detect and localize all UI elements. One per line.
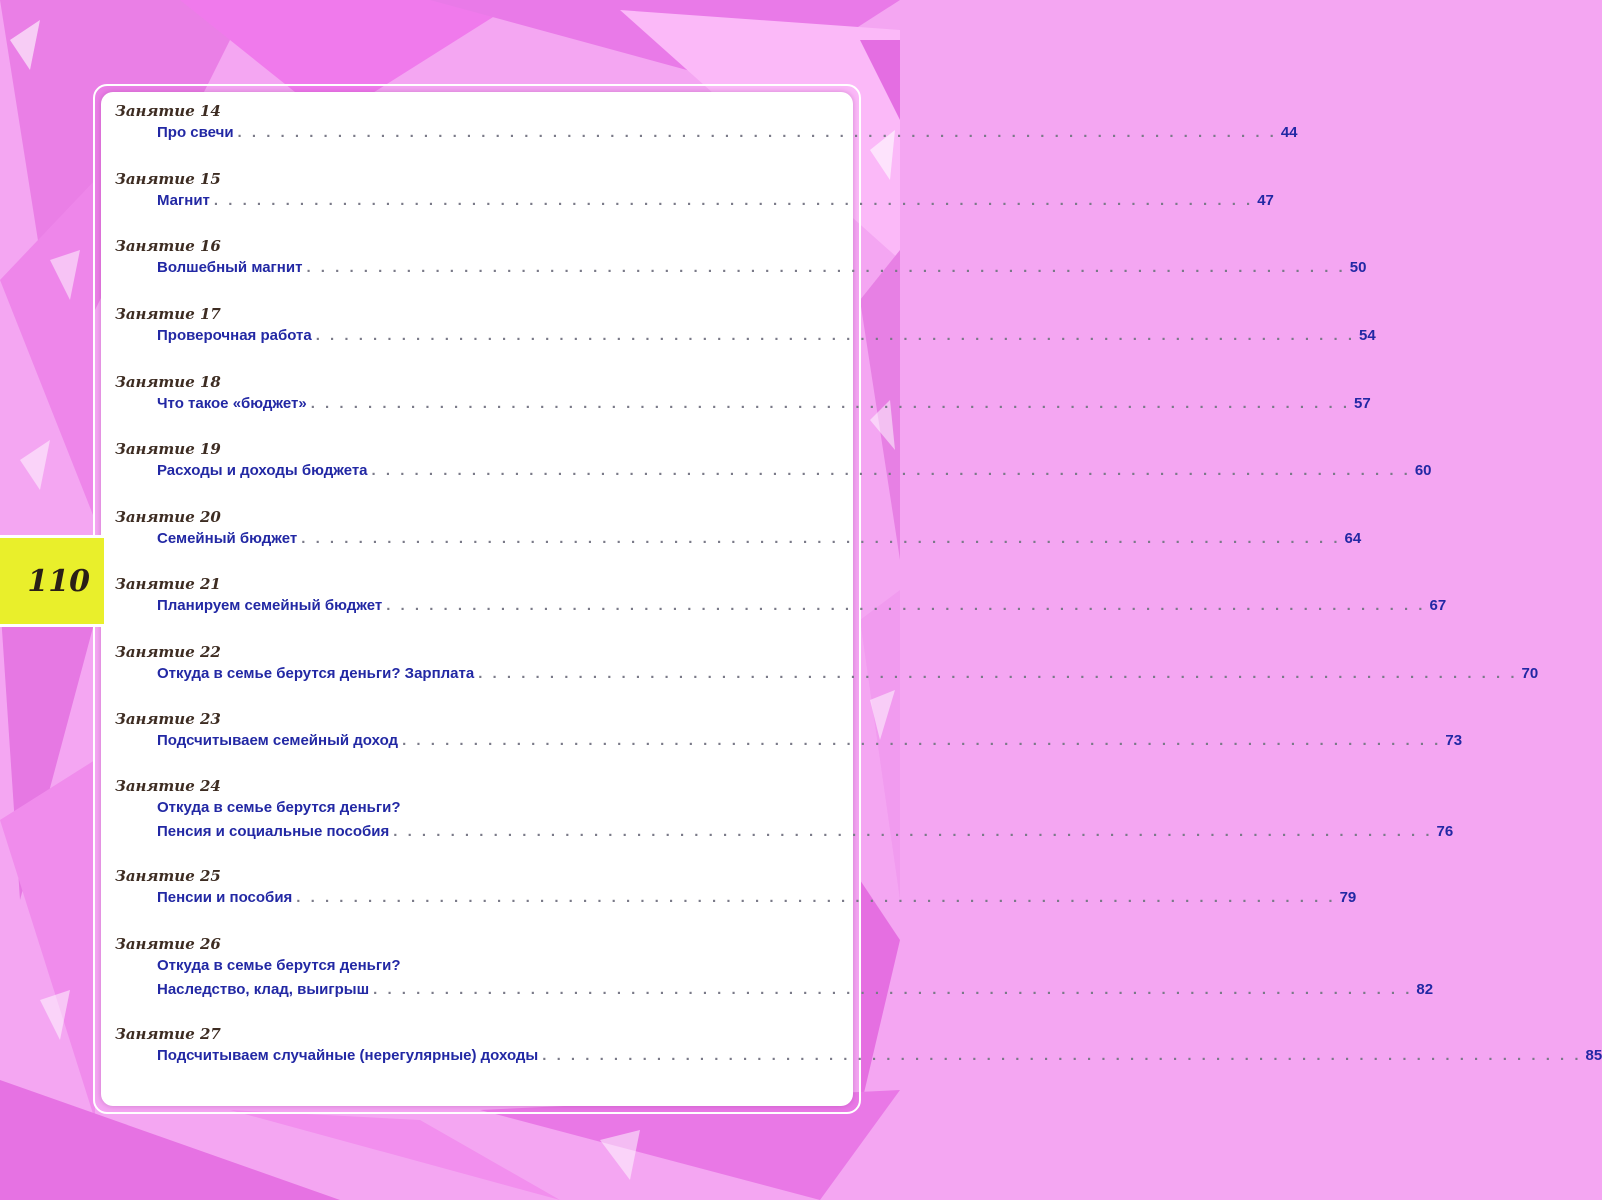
- dot-leader: . . . . . . . . . . . . . . . . . . . . . . . . . . . . . . . . . . . . . . . . . . . . . . . . . . . . . . . . . . . . . . . . . . . . . . . . .: [386, 597, 1426, 614]
- page-number: 110: [27, 563, 90, 599]
- lesson-label: Занятие 25: [115, 867, 221, 885]
- toc-entry: [115, 574, 1447, 618]
- lesson-label: Занятие 18: [115, 373, 221, 391]
- lesson-label: Занятие 26: [115, 935, 221, 953]
- toc-row[interactable]: [157, 324, 1376, 348]
- entry-page: 85: [1585, 1047, 1602, 1064]
- entry-page: 64: [1344, 530, 1362, 547]
- toc-entry: [115, 439, 1432, 483]
- entry-title: Волшебный магнит: [157, 259, 303, 276]
- entry-page: 70: [1521, 665, 1539, 682]
- dot-leader: . . . . . . . . . . . . . . . . . . . . . . . . . . . . . . . . . . . . . . . . . . . . . . . . . . . . . . . . . . . . . . . . . . . . . . . . .: [542, 1047, 1582, 1064]
- entry-page: 73: [1445, 732, 1463, 749]
- toc-row[interactable]: [157, 459, 1432, 483]
- dot-leader: . . . . . . . . . . . . . . . . . . . . . . . . . . . . . . . . . . . . . . . . . . . . . . . . . . . . . . . . . . . . . . . . . . . . . . . . .: [237, 124, 1277, 141]
- dot-leader: . . . . . . . . . . . . . . . . . . . . . . . . . . . . . . . . . . . . . . . . . . . . . . . . . . . . . . . . . . . . . . . . . . . . . . . . .: [296, 889, 1336, 906]
- toc-row[interactable]: [157, 189, 1274, 213]
- lesson-label: Занятие 17: [115, 305, 221, 323]
- lesson-label: Занятие 24: [115, 777, 221, 795]
- entry-page: 54: [1359, 327, 1376, 344]
- dot-leader: . . . . . . . . . . . . . . . . . . . . . . . . . . . . . . . . . . . . . . . . . . . . . . . . . . . . . . . . . . . . . . . . . . . . . . . . .: [213, 192, 1254, 209]
- dot-leader: . . . . . . . . . . . . . . . . . . . . . . . . . . . . . . . . . . . . . . . . . . . . . . . . . . . . . . . . . . . . . . . . . . . . . . . . .: [301, 530, 1341, 547]
- toc-entry: [115, 709, 1463, 753]
- entry-title-line1: Откуда в семье берутся деньги?: [157, 957, 401, 974]
- dot-leader: . . . . . . . . . . . . . . . . . . . . . . . . . . . . . . . . . . . . . . . . . . . . . . . . . . . . . . . . . . . . . . . . . . . . . . . . .: [478, 665, 1518, 682]
- toc-entry: [115, 169, 1274, 213]
- lesson-label: Занятие 20: [115, 508, 221, 526]
- entry-page: 82: [1416, 981, 1434, 998]
- dot-leader: . . . . . . . . . . . . . . . . . . . . . . . . . . . . . . . . . . . . . . . . . . . . . . . . . . . . . . . . . . . . . . . . . . . . . . . . .: [315, 327, 1355, 344]
- entry-title: Что такое «бюджет»: [157, 395, 307, 412]
- entry-page: 60: [1414, 462, 1432, 479]
- entry-title: Подсчитываем семейный доход: [157, 732, 399, 749]
- toc-entry: [115, 101, 1298, 145]
- lesson-label: Занятие 19: [115, 440, 221, 458]
- entry-title: Планируем семейный бюджет: [157, 597, 383, 614]
- dot-leader: . . . . . . . . . . . . . . . . . . . . . . . . . . . . . . . . . . . . . . . . . . . . . . . . . . . . . . . . . . . . . . . . . . . . . . . . .: [306, 259, 1346, 276]
- lesson-label: Занятие 21: [115, 575, 221, 593]
- lesson-label: Занятие 27: [115, 1025, 221, 1043]
- lesson-label: Занятие 14: [115, 102, 221, 120]
- entry-title: Расходы и доходы бюджета: [157, 462, 368, 479]
- entry-title: Пенсия и социальные пособия: [157, 823, 390, 840]
- toc-row[interactable]: [157, 1044, 1602, 1068]
- toc-row[interactable]: [157, 978, 1434, 1002]
- entry-title: Семейный бюджет: [157, 530, 298, 547]
- toc-row[interactable]: [157, 594, 1447, 618]
- dot-leader: . . . . . . . . . . . . . . . . . . . . . . . . . . . . . . . . . . . . . . . . . . . . . . . . . . . . . . . . . . . . . . . . . . . . . . . . .: [371, 462, 1411, 479]
- toc-row[interactable]: [157, 729, 1463, 753]
- entry-title: Пенсии и пособия: [157, 889, 293, 906]
- toc-entry: [115, 1024, 1602, 1068]
- dot-leader: . . . . . . . . . . . . . . . . . . . . . . . . . . . . . . . . . . . . . . . . . . . . . . . . . . . . . . . . . . . . . . . . . . . . . . . . .: [393, 823, 1433, 840]
- toc-row[interactable]: [157, 662, 1539, 686]
- entry-title: Откуда в семье берутся деньги? Зарплата: [157, 665, 475, 682]
- lesson-label: Занятие 22: [115, 643, 221, 661]
- entry-title: Наследство, клад, выигрыш: [157, 981, 370, 998]
- lesson-label: Занятие 15: [115, 170, 221, 188]
- entry-title: Про свечи: [157, 124, 234, 141]
- lesson-label: Занятие 16: [115, 237, 221, 255]
- entry-page: 57: [1354, 395, 1371, 412]
- toc-entry: [115, 304, 1376, 348]
- lesson-label: Занятие 23: [115, 710, 221, 728]
- toc-row[interactable]: [157, 121, 1298, 145]
- toc-entry: [115, 236, 1367, 280]
- toc-row[interactable]: [157, 886, 1357, 910]
- entry-title-line1: Откуда в семье берутся деньги?: [157, 799, 401, 816]
- toc-entry: [115, 642, 1539, 686]
- toc-row[interactable]: [157, 527, 1362, 551]
- toc-entry: [115, 934, 1434, 1002]
- entry-title: Подсчитываем случайные (нерегулярные) доходы: [157, 1047, 539, 1064]
- page-number-tab: [0, 535, 104, 627]
- toc-row[interactable]: [157, 820, 1454, 844]
- entry-title: Магнит: [157, 192, 210, 209]
- entry-page: 79: [1339, 889, 1357, 906]
- toc-entry: [115, 776, 1454, 844]
- entry-title: Проверочная работа: [157, 327, 312, 344]
- toc-row[interactable]: [157, 392, 1371, 416]
- entry-page: 47: [1257, 192, 1274, 209]
- entry-page: 76: [1436, 823, 1454, 840]
- toc-entry: [115, 372, 1371, 416]
- entry-page: 50: [1349, 259, 1367, 276]
- dot-leader: . . . . . . . . . . . . . . . . . . . . . . . . . . . . . . . . . . . . . . . . . . . . . . . . . . . . . . . . . . . . . . . . . . . . . . . . .: [373, 981, 1413, 998]
- toc-entry: [115, 866, 1357, 910]
- entry-page: 67: [1429, 597, 1447, 614]
- toc-entry: [115, 507, 1362, 551]
- dot-leader: . . . . . . . . . . . . . . . . . . . . . . . . . . . . . . . . . . . . . . . . . . . . . . . . . . . . . . . . . . . . . . . . . . . . . . . . .: [402, 732, 1442, 749]
- toc-row[interactable]: [157, 256, 1367, 280]
- entry-page: 44: [1280, 124, 1298, 141]
- dot-leader: . . . . . . . . . . . . . . . . . . . . . . . . . . . . . . . . . . . . . . . . . . . . . . . . . . . . . . . . . . . . . . . . . . . . . . . . .: [310, 395, 1350, 412]
